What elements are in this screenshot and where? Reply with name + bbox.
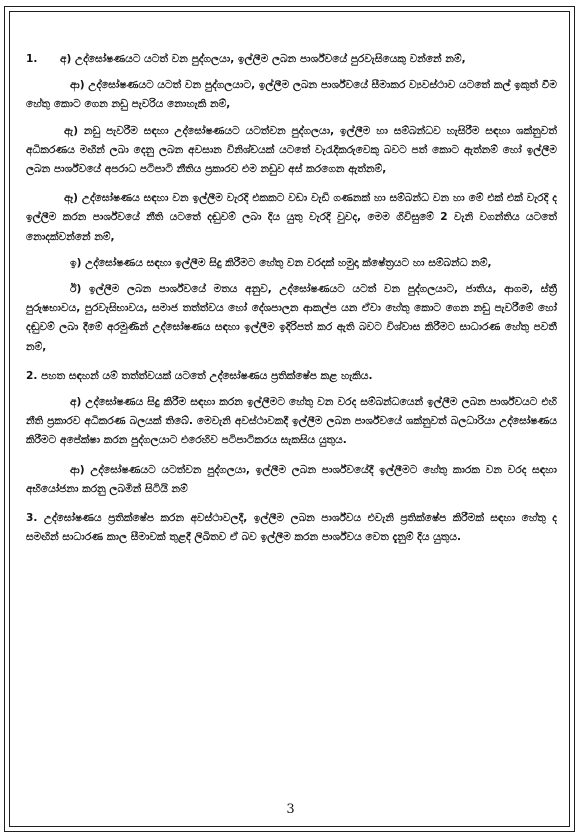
paragraph-1e: ඉ) උද්ඝෝෂණය සඳහා ඉල්ලීම සිදු කිරීමට හේතු වන වරදක් හමුදා ක්ෂේත්‍රයට හා සම්බන්ධ නම්,	[70, 256, 492, 269]
page-number: 3	[286, 802, 295, 817]
section-number-2: 2.	[26, 369, 38, 382]
paragraph-1c: ඇ) නඩු පැවරීම සඳහා උද්ඝෝෂණයට යටත්වන පුද්ගලයා, ඉල්ලීම හා සම්බන්ධව හැසිරීම සඳහා ශක්නුවත් අධිකරණය මඟින් ලබා දෙනු ලබන අවසාන විනිශ්චයක් යටතේ වැරැදිකරුවෙකු බවට පත් කොට ඇත්නම් හෝ ඉල්ලීම ලබන පාර්ශ්වයේ අපරාධ පටිපාටි නීතිය ප්‍රකාරව එම නඩුව අස් කරගෙන ඇත්නම්,	[26, 124, 557, 176]
paragraph-1f: ඊ) ඉල්ලීම ලබන පාර්ශ්වයේ මතය අනුව, උද්ඝෝෂණයට යටත් වන පුද්ගලයාට, ජාතිය, ආගම, ස්ත්‍රී පුරුෂභාවය, පුරවැසිභාවය, සමාජ තත්ත්වය හෝ දේශපාලන ආකල්ප යන ඒවා හේතු කොට ගෙන නඩු පැවරීමේ හෝ දඬුවම් ලබා දීමේ අරමුණින් උද්ඝෝෂණය සඳහා ඉල්ලීම ඉදිරිපත් කර ඇති බවට විශ්වාස කිරීමට සාධාරණ හේතු පවතී නම්,	[26, 283, 557, 353]
document-body	[26, 50, 557, 547]
paragraph-3: 3. උද්ඝෝෂණය ප්‍රතික්ෂේප කරන අවස්ථාවලදී, ඉල්ලීම ලබන පාර්ශ්වය එවැනි ප්‍රතික්ෂේප කිරීමක් සඳහා හේතු ද සමඟින් සාධාරණ කාල සීමාවක් තුළදී ලිඛිතව ඒ බව ඉල්ලීම කරන පාර්ශ්වය වෙත දැනුම් දිය යුතුය.	[26, 512, 557, 544]
paragraph-1b: ආ) උද්ඝෝෂණයට යටත් වන පුද්ගලයාට, ඉල්ලීම ලබන පාර්ශ්වයේ සීමාකර ව්‍යවස්ථාව යටතේ කල් ඉකුත් වීම හේතු කොට ගෙන නඩු පැවරිය නොහැකි නම්,	[26, 79, 557, 111]
paragraph-2: 2. පහත සඳහන් යම් තත්ත්වයක් යටතේ උද්ඝෝෂණය ප්‍රතික්ෂේප කළ හැකිය.	[26, 369, 373, 382]
section-number-3: 3.	[26, 512, 38, 525]
section-number-1: 1.	[26, 53, 38, 65]
paragraph-2a: අ) උද්ඝෝෂණය සිදු කිරීම සඳහා කරන ඉල්ලීමට හේතු වන වරද සම්බන්ධයෙන් ඉල්ලීම ලබන පාර්ශ්වයට එහි නීති ප්‍රකාරව අධිකරණ බලයක් තිබේ. මෙවැනි අවස්ථාවකදී ඉල්ලීම ලබන පාර්ශ්වයේ ශක්නුවත් බලධාරියා උද්ඝෝෂණය කිරීමට අපේක්ෂා කරන පුද්ගලයාට එරෙහිව පටිපාටිකරය සැකසිය යුතුය.	[26, 396, 557, 447]
paragraph-1a: 1. අ) උද්ඝෝෂණයට යටත් වන පුද්ගලයා, ඉල්ලීම ලබන පාර්ශ්වයේ පුරවැසියෙකු වන්නේ නම්,	[26, 50, 557, 69]
paragraph-2b: ආ) උද්ඝෝෂණයට යටත්වන පුද්ගලයා, ඉල්ලීම ලබන පාර්ශ්වයේදී ඉල්ලීමට හේතු කාරක වන වරද සඳහා අභියෝජනා කරනු ලබමින් සිටියි නම්	[26, 463, 557, 495]
paragraph-1d: ඈ) උද්ඝෝෂණය සඳහා වන ඉල්ලීම වැරදි එකකට වඩා වැඩි ගණනක් හා සම්බන්ධ වන හා මේ එක් එක් වැරදි ද ඉල්ලීම කරන පාර්ශ්වයේ නීති යටතේ දඬුවම් ලබා දිය යුතු වැරදි වුවද, මෙම ගිවිසුමේ 2 වැනි වගන්තිය යටතේ නොදක්වන්නේ නම්,	[26, 192, 557, 243]
